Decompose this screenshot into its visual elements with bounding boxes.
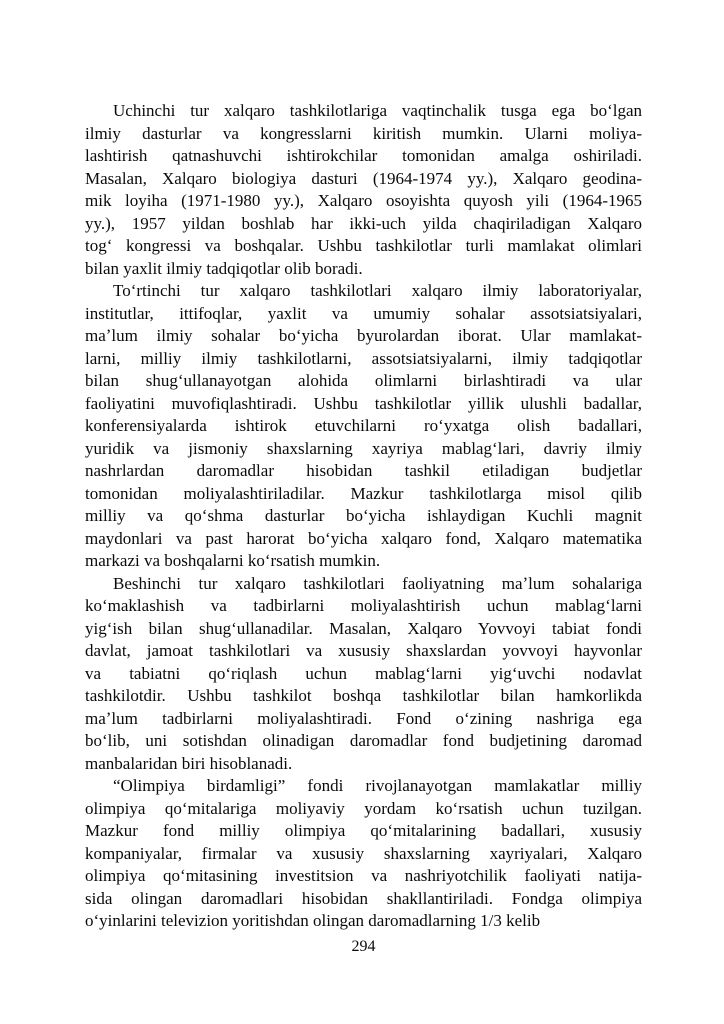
paragraph xyxy=(85,100,642,280)
text-line: mik loyiha (1971-1980 yy.), Xalqaro osoyishta quyosh yili (1964-1965 xyxy=(85,191,642,210)
text-line: va tabiatni qoʻriqlash uchun mablagʻlarni yigʻuvchi nodavlat xyxy=(85,663,642,683)
text-line: bilan yaxlit ilmiy tadqiqotlar olib boradi. xyxy=(85,258,363,278)
text-line: tashkilotdir. Ushbu tashkilot boshqa tashkilotlar bilan hamkorlikda xyxy=(85,686,642,705)
text-line: yy.), 1957 yildan boshlab har ikki-uch yilda chaqiriladigan Xalqaro xyxy=(85,213,642,233)
text-line: Mazkur fond milliy olimpiya qoʻmitalarining badallari, xususiy xyxy=(85,821,642,840)
text-line: boʻlib, uni sotishdan olinadigan daromadlar fond budjetining daromad xyxy=(85,731,642,750)
page-number: 294 xyxy=(351,937,376,955)
text-line: markazi va boshqalarni koʻrsatish mumkin. xyxy=(85,551,381,570)
text-line: maʼlum tadbirlarni moliyalashtiradi. Fond oʻzining nashriga ega xyxy=(85,708,642,728)
paragraph xyxy=(85,280,642,573)
text-line: kompaniyalar, firmalar va xususiy shaxslarning xayriyalari, Xalqaro xyxy=(85,843,642,863)
text-line: yigʻish bilan shugʻullanadilar. Masalan, Xalqaro Yovvoyi tabiat fondi xyxy=(85,618,642,638)
text-line: koʻmaklashish va tadbirlarni moliyalashtirish uchun mablagʻlarni xyxy=(85,596,642,615)
text-line: oʻyinlarini televizion yoritishdan olingan daromadlarning 1/3 kelib xyxy=(85,911,541,930)
text-line: Uchinchi tur xalqaro tashkilotlariga vaqtinchalik tusga ega boʻlgan xyxy=(113,101,642,120)
text-line: ilmiy dasturlar va kongresslarni kiritish mumkin. Ularni moliya- xyxy=(85,123,642,143)
text-line: institutlar, ittifoqlar, yaxlit va umumiy sohalar assotsiatsiyalari, xyxy=(85,303,642,323)
text-line: yuridik va jismoniy shaxslarning xayriya mablagʻlari, davriy ilmiy xyxy=(85,438,642,458)
text-line: maydonlari va past harorat boʻyicha xalqaro fond, Xalqaro matematika xyxy=(85,528,642,548)
text-line: davlat, jamoat tashkilotlari va xususiy shaxslardan yovvoyi hayvonlar xyxy=(85,641,642,660)
text-line: larni, milliy ilmiy tashkilotlarni, assotsiatsiyalarni, ilmiy tadqiqotlar xyxy=(85,348,642,368)
text-line: milliy va qoʻshma dasturlar boʻyicha ishlaydigan Kuchli magnit xyxy=(85,506,642,525)
text-line: togʻ kongressi va boshqalar. Ushbu tashkilotlar turli mamlakat olimlari xyxy=(85,236,642,255)
text-line: maʼlum ilmiy sohalar boʻyicha byurolardan iborat. Ular mamlakat- xyxy=(85,326,642,345)
text-line: olimpiya qoʻmitasining investitsion va nashriyotchilik faoliyati natija- xyxy=(85,866,642,885)
text-line: “Olimpiya birdamligi” fondi rivojlanayotgan mamlakatlar milliy xyxy=(113,776,642,795)
paragraph xyxy=(85,775,642,933)
text-line: konferensiyalarda ishtirok etuvchilarni roʻyxatga olish badallari, xyxy=(85,416,642,435)
text-line: sida olingan daromadlari hisobidan shakllantiriladi. Fondga olimpiya xyxy=(85,888,642,908)
paragraph xyxy=(85,573,642,776)
text-line: olimpiya qoʻmitalariga moliyaviy yordam koʻrsatish uchun tuzilgan. xyxy=(85,798,642,818)
text-line: manbalaridan biri hisoblanadi. xyxy=(85,753,293,773)
text-line: tomonidan moliyalashtiriladilar. Mazkur tashkilotlarga misol qilib xyxy=(85,483,642,503)
text-line: bilan shugʻullanayotgan alohida olimlarni birlashtiradi va ular xyxy=(85,371,642,390)
text-line: Toʻrtinchi tur xalqaro tashkilotlari xalqaro ilmiy laboratoriyalar, xyxy=(113,281,642,300)
text-line: Beshinchi tur xalqaro tashkilotlari faoliyatning maʼlum sohalariga xyxy=(113,573,642,593)
text-line: faoliyatini muvofiqlashtiradi. Ushbu tashkilotlar yillik ulushli badallar, xyxy=(85,393,642,413)
text-line: lashtirish qatnashuvchi ishtirokchilar tomonidan amalga oshiriladi. xyxy=(85,146,642,165)
text-block xyxy=(85,100,642,933)
text-line: nashrlardan daromadlar hisobidan tashkil etiladigan budjetlar xyxy=(85,461,642,480)
text-line: Masalan, Xalqaro biologiya dasturi (1964-1974 yy.), Xalqaro geodina- xyxy=(85,168,642,188)
